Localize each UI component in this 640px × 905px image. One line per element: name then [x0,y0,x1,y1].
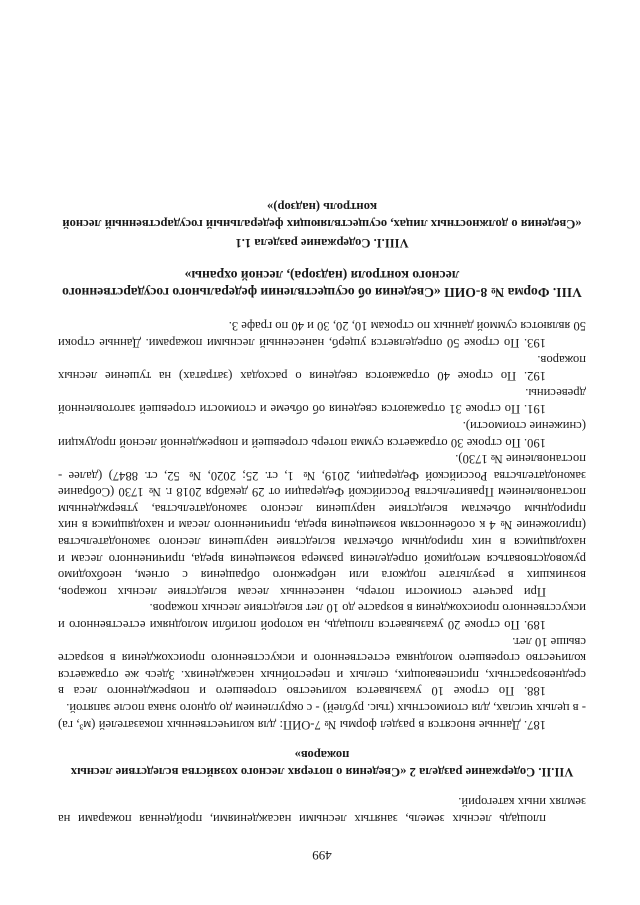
page-number: 499 [312,848,332,863]
section-7-2-heading: VII.II. Содержание раздела 2 «Сведения о потерях лесного хозяйства вследствие лесных пожаров» [70,748,574,779]
section-8-1-heading: VIII.I. Содержание раздела 1.1 [235,235,409,250]
paragraph-188: 188. По строке 10 указывается количество сгоревшего и поврежденного леса в средневозрастных, приспевающих, спелых и перестойных насаждениях. Здесь же отражается количество сгоревшего молодняка естественного и искусственного происхождения в возрасте свыше 10 лет. [58,634,586,699]
paragraph-192: 192. По строке 40 отражаются сведения о расходах (затратах) на тушение лесных пожаров. [58,352,586,384]
paragraph-189: 189. По строке 20 указывается площадь, на которой погибли молодняки естественного и искусственного происхождения в возрасте до 10 лет вследствие лесных пожаров. [58,601,586,633]
paragraph-calculation: При расчете стоимости потерь, нанесенных лесам вследствие лесных пожаров, возникших в результате поджога или небрежного обращения с огнем, необходимо руководствоваться методикой определения размера возмещения вреда, причиненного лесам и находящимся в них природным объектам вследствие нарушения лесного законодательства (приложение № 4 к особенностям возмещения вреда, причиненного лесам и находящимся в них природным объектам вследствие нарушения лесного законодательства, утвержденным постановлением Правительства Российской Федерации от 29 декабря 2018 г. № 1730 (Собрание законодательства Российской Федерации, 2019, № 1, ст. 25; 2020, № 52, ст. 8847) (далее - постановление № 1730). [58,452,586,599]
paragraph-land-area: площадь лесных земель, занятых лесными насаждениями, пройденная пожарами на землях иных категорий. [58,795,586,826]
section-8-heading: VIII. Форма № 8-ОИП «Сведения об осуществлении федерального государственного лесного контроля (надзора), лесной охраны» [62,268,582,300]
paragraph-193: 193. По строке 50 определяется ущерб, нанесенный лесными пожарами. Данные строки 50 являются суммой данных по строкам 10, 20, 30 и 40 по графе 3. [58,319,586,350]
paragraph-191: 191. По строке 31 отражаются сведения об объеме и стоимости сгоревшей заготовленной древесины. [58,385,586,417]
paragraph-187: 187. Данные вносятся в раздел формы № 7-ОИП: для количественных показателей (м³, га) - в целых числах, для стоимостных (тыс. рублей) - с округлением до одного знака после запятой. [58,701,586,732]
section-8-1-subheading: «Сведения о должностных лицах, осуществляющих федеральный государственный лесной контроль (надзор)» [62,200,582,231]
paragraph-190: 190. По строке 30 отражается сумма потерь сгоревшей и поврежденной лесной продукции (снижение стоимости). [58,418,586,450]
